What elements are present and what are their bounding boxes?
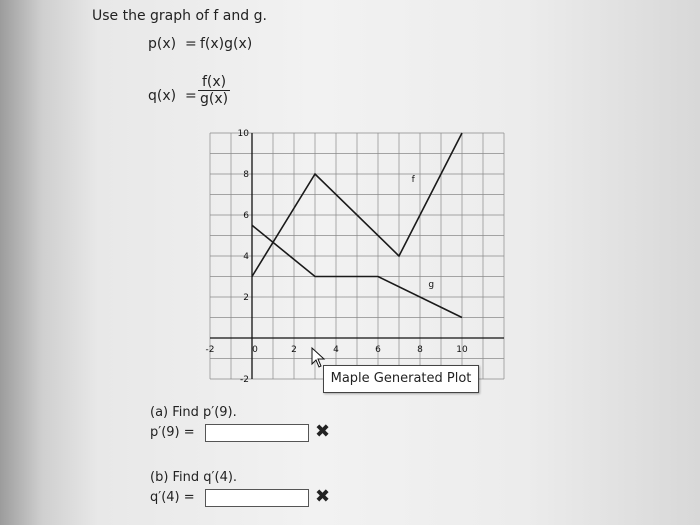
q-def-lhs: q(x) [148,88,177,104]
part-a-label: p′(9) = [150,425,195,440]
series-label-g: g [428,279,435,290]
q-def-denominator: g(x) [200,91,229,107]
x-tick-label: 8 [417,345,423,355]
y-tick-label: 10 [237,129,249,139]
x-tick-label: 6 [375,345,381,355]
part-b-answer-input[interactable] [205,489,309,507]
maple-plot-tooltip: Maple Generated Plot [323,365,479,393]
q-def-eq: = [185,88,197,104]
x-mark-icon: ✖ [315,486,331,507]
part-b-prompt: (b) Find q′(4). [150,470,238,485]
y-tick-label: 2 [243,293,249,303]
x-tick-label: 10 [456,345,468,355]
y-tick-label: -2 [240,375,249,385]
y-tick-label: 8 [243,170,249,180]
p-def-rhs: f(x)g(x) [200,36,253,52]
x-tick-label: 2 [291,345,297,355]
y-tick-label: 4 [243,252,249,262]
x-tick-label: 0 [252,345,258,355]
q-def-numerator: f(x) [198,74,230,91]
x-tick-label: -2 [205,345,215,355]
part-a-prompt: (a) Find p′(9). [150,405,237,420]
p-def-eq: = [185,36,197,52]
part-b-label: q′(4) = [150,490,195,505]
part-a-answer-input[interactable] [205,424,309,442]
x-mark-icon: ✖ [315,421,331,442]
series-label-f: f [411,175,415,186]
p-def-lhs: p(x) [148,36,177,52]
intro-text: Use the graph of f and g. [92,8,267,24]
y-tick-label: 6 [243,211,249,221]
x-tick-label: 4 [333,345,339,355]
